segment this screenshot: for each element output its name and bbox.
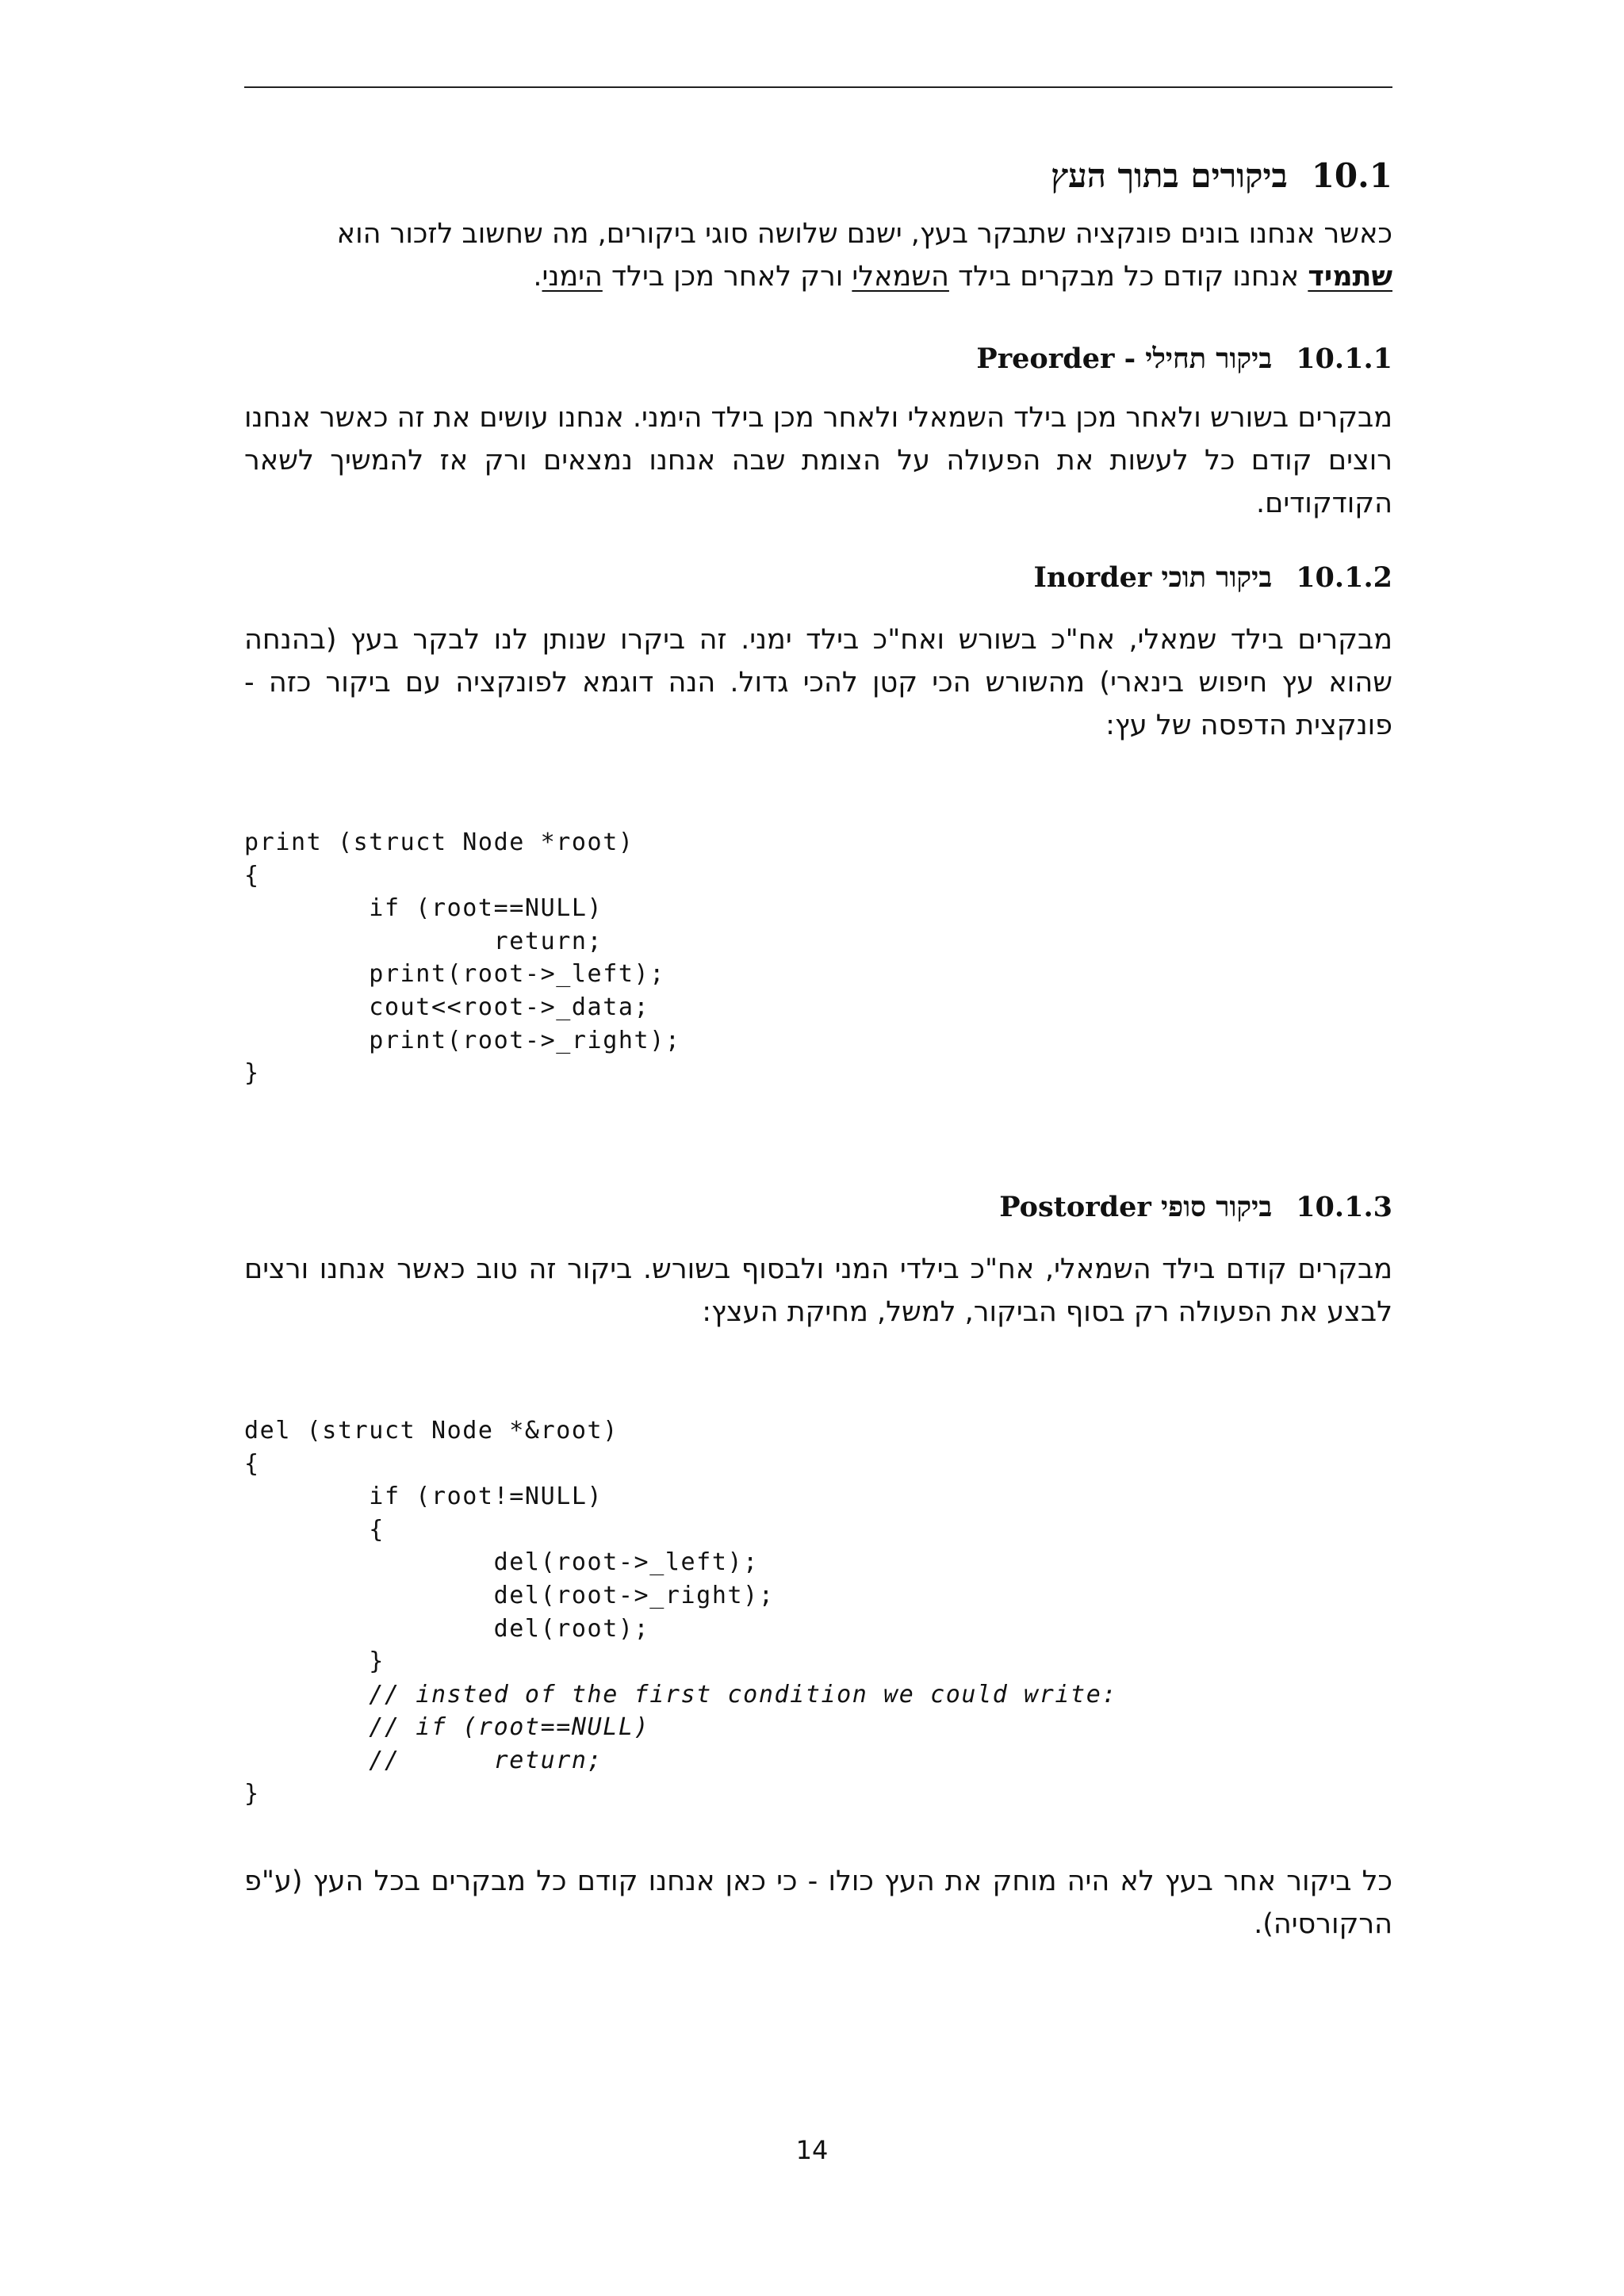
code-line: } — [244, 1779, 260, 1808]
code-comment: // if (root==NULL) — [244, 1713, 650, 1742]
code-line: print(root->_right); — [244, 1026, 681, 1054]
inorder-heading — [244, 560, 1392, 596]
inorder-title-en: Inorder — [1033, 561, 1152, 594]
code-line: if (root==NULL) — [244, 894, 603, 923]
code-comment: // return; — [244, 1746, 603, 1774]
postorder-title-he: ביקור סופי — [1161, 1191, 1273, 1223]
inorder-body: מבקרים בילד שמאלי, אח"כ בשורש ואח"כ בילד ימני. זה ביקרו שנותן לנו לבקר בעץ (בהנחה שהוא עץ חיפוש בינארי) מהשורש הכי קטן להכי גדול. הנה דוגמא לפונקציה עם ביקור כזה - פונקצית הדפסה של עץ: — [244, 624, 1392, 741]
header-rule — [244, 86, 1392, 88]
postorder-code-block — [244, 1414, 1117, 1810]
code-line: { — [244, 1515, 385, 1544]
preorder-title-en: Preorder — [976, 342, 1115, 375]
code-line: print (struct Node *root) — [244, 828, 634, 856]
code-line: del(root); — [244, 1614, 650, 1643]
section-heading — [244, 155, 1392, 197]
intro-right: הימני — [542, 261, 603, 293]
intro-always: שתמיד — [1308, 261, 1392, 293]
code-line: } — [244, 1059, 260, 1088]
section-intro — [244, 212, 1392, 298]
code-line: if (root!=NULL) — [244, 1483, 603, 1511]
section-number: 10.1 — [1311, 156, 1392, 195]
code-line: { — [244, 861, 260, 890]
code-line: } — [244, 1647, 385, 1676]
postorder-title-en: Postorder — [999, 1191, 1151, 1223]
intro-text-2: אנחנו קודם כל מבקרים בילד — [948, 261, 1308, 293]
code-line: cout<<root->_data; — [244, 993, 650, 1021]
postorder-heading — [244, 1189, 1392, 1226]
code-line: return; — [244, 927, 603, 955]
preorder-number: 10.1.1 — [1296, 342, 1392, 375]
postorder-body: מבקרים קודם בילד השמאלי, אח"כ בילדי המני ולבסוף בשורש. ביקור זה טוב כאשר אנחנו ורצים לבצע את הפעולה רק בסוף הביקור, למשל, מחיקת העצץ: — [244, 1253, 1392, 1328]
preorder-body: מבקרים בשורש ולאחר מכן בילד השמאלי ולאחר מכן בילד הימני. אנחנו עושים את זה כאשר אנחנו רוצים קודם כל לעשות את הפעולה על הצומת שבה אנחנו נמצאים ורק אז להמשיך לשאר הקודקודים. — [244, 402, 1392, 519]
code-line: del(root->_right); — [244, 1581, 775, 1609]
postorder-closing: כל ביקור אחר בעץ לא היה מוחק את העץ כולו - כי כאן אנחנו קודם כל מבקרים בכל העץ (ע"פ הרקורסיה). — [244, 1866, 1392, 1940]
inorder-code-block — [244, 826, 681, 1090]
inorder-number: 10.1.2 — [1296, 561, 1392, 594]
preorder-title-he: ביקור תחילי - — [1124, 342, 1273, 375]
section-title: ביקורים בתוך העץ — [1051, 156, 1288, 195]
code-line: del (struct Node *&root) — [244, 1417, 619, 1445]
intro-text-3: ורק לאחר מכן בילד — [602, 261, 852, 293]
intro-text-4: . — [533, 261, 542, 293]
inorder-title-he: ביקור תוכי — [1161, 561, 1273, 594]
intro-left: השמאלי — [852, 261, 949, 293]
code-line: print(root->_left); — [244, 960, 665, 989]
code-line: del(root->_left); — [244, 1548, 759, 1577]
postorder-number: 10.1.3 — [1296, 1191, 1392, 1223]
preorder-heading — [244, 341, 1392, 377]
code-line: { — [244, 1449, 260, 1478]
code-comment: // insted of the first condition we could write: — [244, 1680, 1118, 1709]
intro-text: כאשר אנחנו בונים פונקציה שתבקר בעץ, ישנם שלושה סוגי ביקורים, מה שחשוב לזכור הוא — [336, 218, 1392, 250]
page-number: 14 — [795, 2135, 829, 2165]
